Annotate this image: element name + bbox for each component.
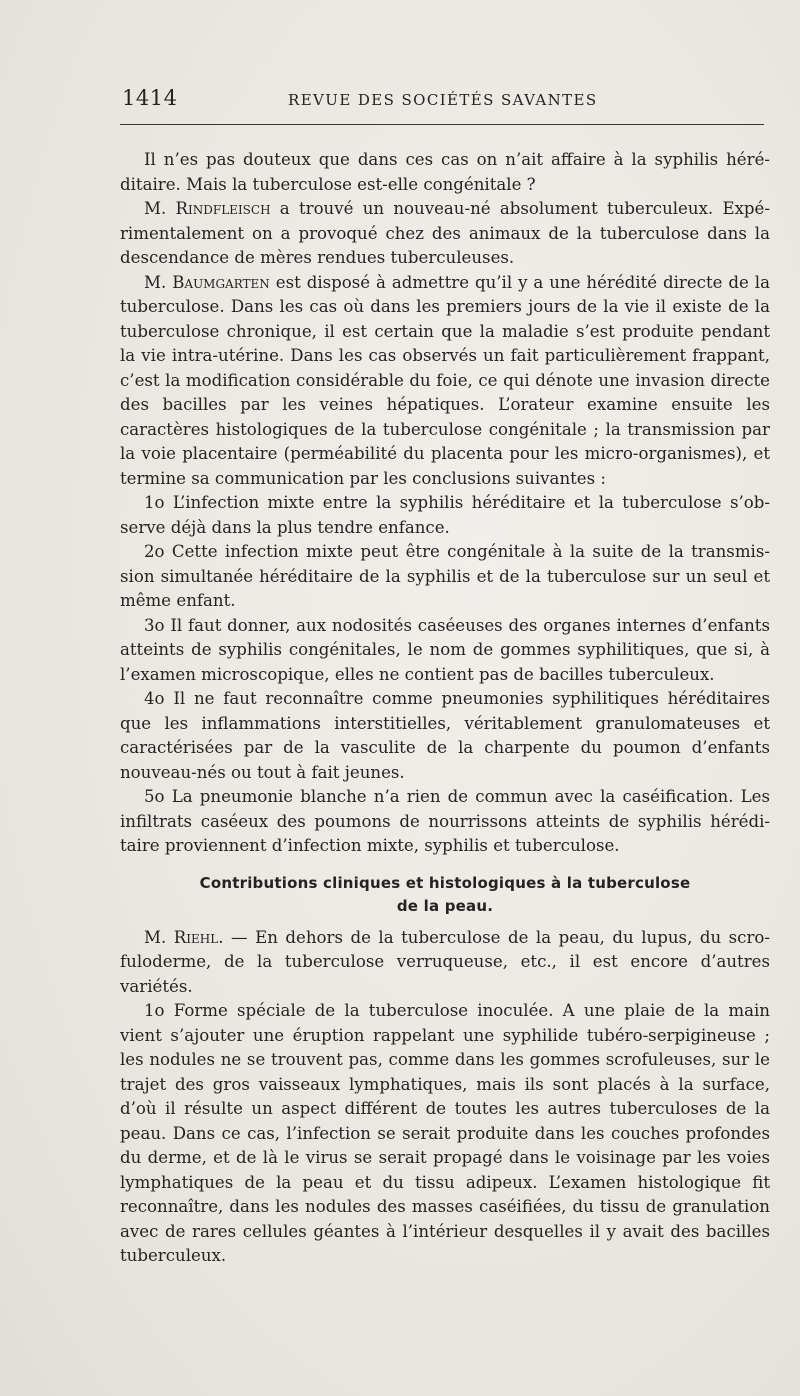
page-number: 1414	[122, 86, 178, 110]
paragraph-text: a trouvé un nouveau-né absolument tuberculeux. Expérimentalement on a provoqué chez des animaux de la tuberculose dans la descendance de mères rendues tuberculeuses.	[120, 199, 770, 267]
paragraph-text: est disposé à admettre qu’il y a une hérédité directe de la tuberculose. Dans les cas où dans les premiers jours de la vie il existe de la tuberculose chronique, il est certain que la maladie s’est produite pendant la vie intra-utérine. Dans les cas observés un fait particulièrement frappant, c’est la modification considérable du foie, ce qui dénote une invasion directe des bacilles par les veines hépatiques. L’orateur examine ensuite les caractères histologiques de la tuberculose congénitale ; la transmission par la voie placentaire (perméabilité du placenta pour les micro-organismes), et termine sa communication par les conclusions suivantes :	[120, 272, 770, 488]
paragraph	[120, 271, 770, 492]
paragraph-text: 3o Il faut donner, aux nodosités caséeuses des organes internes d’enfants atteints de syphilis congénitales, le nom de gommes syphilitiques, que si, à l’examen microscopique, elles ne contient pas de bacilles tuberculeux.	[120, 615, 770, 684]
paragraph-text: 4o Il ne faut reconnaître comme pneumonies syphilitiques héréditaires que les inflammations interstitielles, véritablement granulomateuses et caractérisées par de la vasculite de la charpente du poumon d’enfants nouveau-nés ou tout à fait jeunes.	[120, 689, 770, 782]
running-title: REVUE DES SOCIÉTÉS SAVANTES	[288, 91, 598, 109]
paragraph-text: 1o Forme spéciale de la tuberculose inoculée. A une plaie de la main vient s’ajouter une éruption rappelant une syphilide tubéro-serpigineuse ; les nodules ne se trouvent pas, comme dans les gommes scrofuleuses, sur le trajet des gros vaisseaux lymphatiques, mais ils sont placés à la surface, d’où il résulte un aspect différent de toutes les autres tuberculoses de la peau. Dans ce cas, l’infection se serait produite dans les couches profondes du derme, et de là le virus se serait propagé dans le voisinage par les voies lymphatiques de la peau et du tissu adipeux. L’examen histologique fit reconnaître, dans les nodules des masses caséifiées, du tissu de granulation avec de rares cellules géantes à l’intérieur desquelles il y avait des bacilles tuberculeux.	[120, 1001, 770, 1265]
paragraph	[120, 926, 770, 1000]
paragraph-text: 1o L’infection mixte entre la syphilis héréditaire et la tuberculose s’observe déjà dans la plus tendre enfance.	[120, 493, 770, 537]
section-heading	[120, 872, 770, 918]
conclusion-item	[120, 540, 770, 614]
paragraph-text: 2o Cette infection mixte peut être congénitale à la suite de la transmission simultanée héréditaire de la syphilis et de la tuberculose sur un seul et même enfant.	[120, 542, 770, 610]
page-header	[122, 86, 762, 116]
speaker-name: M. Riehl.	[144, 927, 224, 947]
section-heading-line: Contributions cliniques et histologiques à la tuberculose	[199, 873, 691, 892]
paragraph	[120, 999, 770, 1269]
speaker-name: M. Baumgarten	[144, 272, 270, 292]
paragraph-text: 5o La pneumonie blanche n’a rien de commun avec la caséification. Les infiltrats caséeux des poumons de nourrissons atteints de syphilis héréditaire proviennent d’infection mixte, syphilis et tuberculose.	[120, 787, 770, 855]
conclusion-item	[120, 785, 770, 859]
conclusion-item	[120, 614, 770, 688]
speaker-name: M. Rindfleisch	[144, 199, 271, 218]
conclusion-item	[120, 491, 770, 540]
article-body	[120, 148, 770, 1269]
section-heading-line: de la peau.	[396, 896, 494, 915]
header-rule	[120, 124, 764, 125]
conclusion-item	[120, 687, 770, 785]
paragraph	[120, 197, 770, 271]
paragraph-text: — En dehors de la tuberculose de la peau, du lupus, du scrofuloderme, de la tuberculose verruqueuse, etc., il est encore d’autres variétés.	[120, 927, 770, 996]
paragraph-text: Il n’es pas douteux que dans ces cas on n’ait affaire à la syphilis héréditaire. Mais la tuberculose est-elle congénitale ?	[120, 150, 770, 194]
paragraph	[120, 148, 770, 197]
